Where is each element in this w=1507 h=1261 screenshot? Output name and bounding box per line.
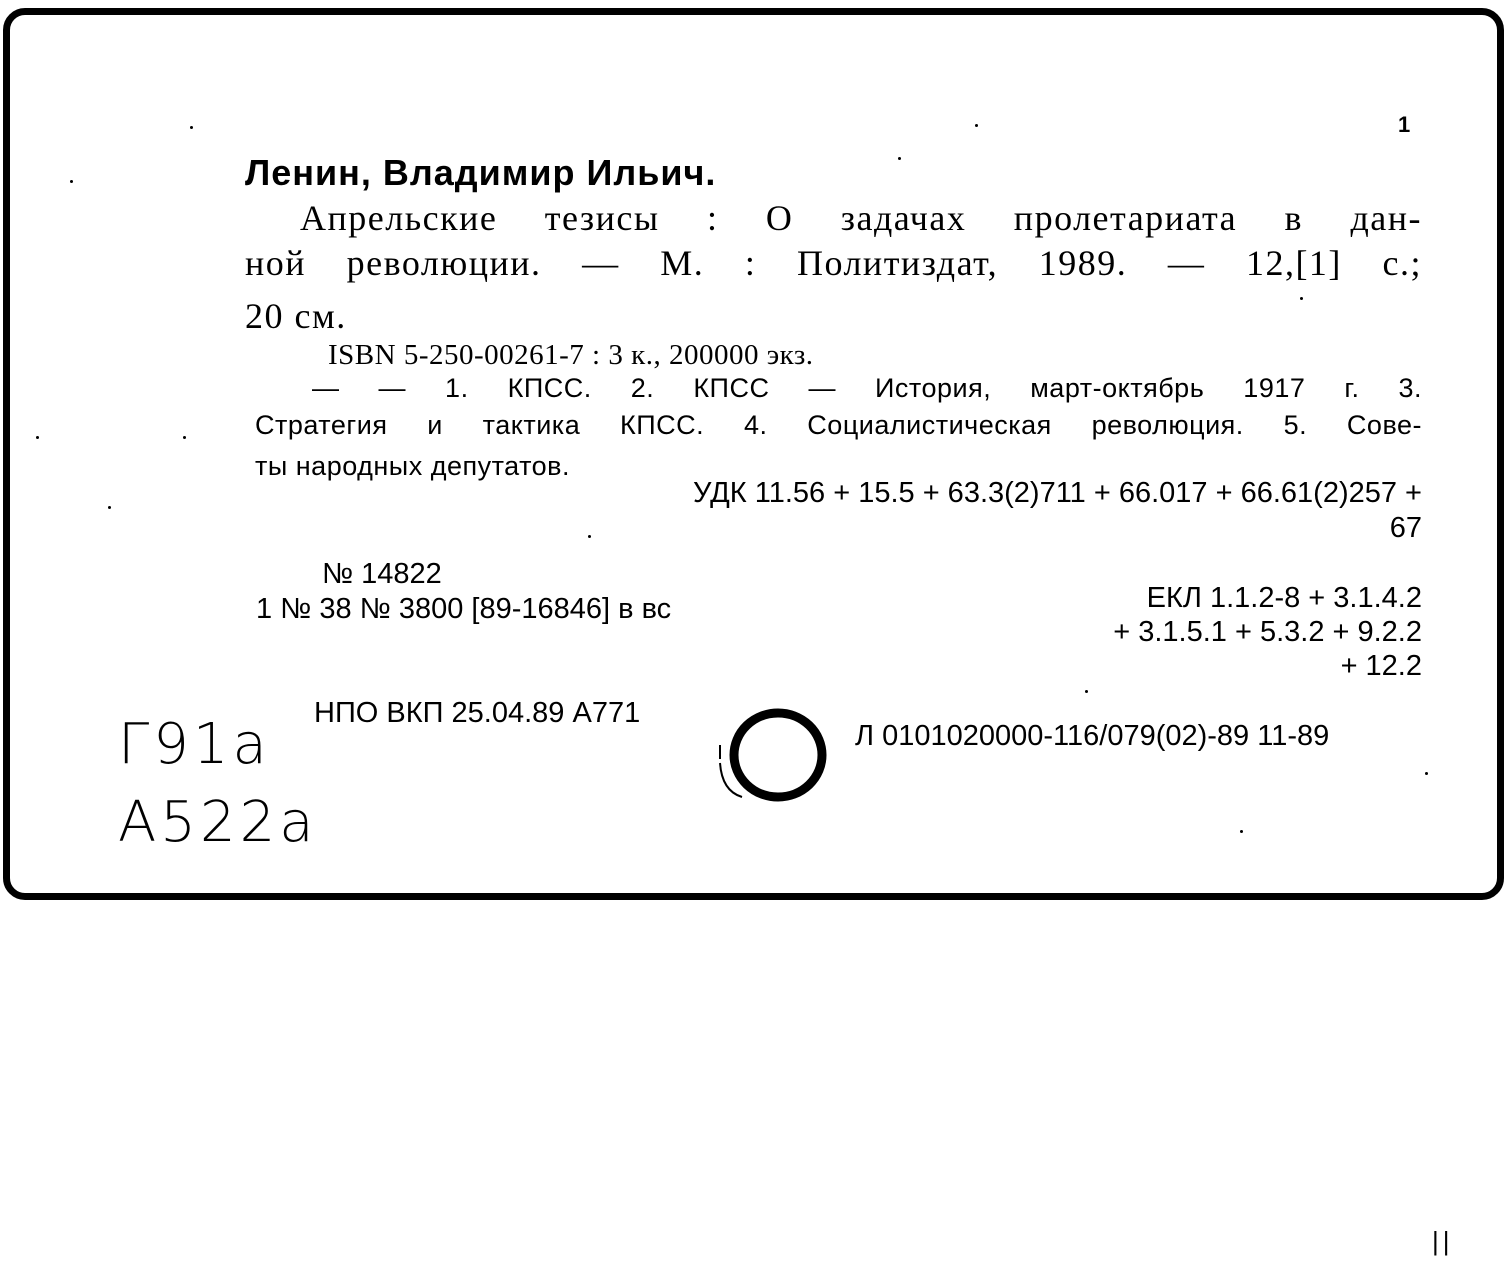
subjects-line-1: — — 1. КПСС. 2. КПСС — История, март-октябрь 1917 г. 3. [312, 373, 1422, 403]
speck [1425, 772, 1428, 775]
page-mark: || [1432, 1226, 1454, 1256]
title-line-3: 20 см. [245, 296, 347, 336]
author-heading: Ленин, Владимир Ильич. [245, 152, 717, 193]
speck [190, 126, 193, 129]
ekl-line-2: + 3.1.5.1 + 5.3.2 + 9.2.2 [1113, 616, 1422, 648]
order-line: 1 № 38 № 3800 [89-16846] в вс [256, 593, 672, 625]
speck [1240, 830, 1243, 833]
ekl-line-1: ЕКЛ 1.1.2-8 + 3.1.4.2 [1146, 582, 1422, 614]
speck [36, 436, 39, 439]
speck [588, 535, 591, 538]
l-code-line: Л 0101020000-116/079(02)-89 11-89 [855, 720, 1330, 752]
udk-line-2: 67 [1389, 512, 1422, 544]
title-line-1: Апрельские тезисы : О задачах пролетариата в дан- [300, 198, 1422, 238]
speck [1085, 690, 1088, 693]
speck [183, 436, 186, 439]
subjects-line-2: Стратегия и тактика КПСС. 4. Социалистическая революция. 5. Сове- [255, 410, 1422, 440]
npo-line: НПО ВКП 25.04.89 А771 [314, 697, 641, 729]
title-line-2: ной революции. — М. : Политиздат, 1989. — 12,[1] с.; [245, 243, 1422, 283]
speck [898, 157, 901, 160]
record-number: № 14822 [322, 558, 442, 590]
ekl-line-3: + 12.2 [1340, 650, 1422, 682]
corner-mark: 1 [1398, 112, 1411, 137]
speck [108, 506, 111, 509]
isbn-line: ISBN 5-250-00261-7 : 3 к., 200000 экз. [328, 339, 814, 371]
handwritten-shelfmark-1: Г91а [118, 712, 271, 777]
speck [1300, 297, 1303, 300]
speck [975, 124, 978, 127]
handwritten-shelfmark-2: А522а [118, 790, 318, 855]
udk-line-1: УДК 11.56 + 15.5 + 63.3(2)711 + 66.017 + 66.61(2)257 + [693, 477, 1422, 509]
speck [70, 180, 73, 183]
subjects-line-3: ты народных депутатов. [255, 451, 571, 481]
circle-mark [712, 703, 837, 808]
